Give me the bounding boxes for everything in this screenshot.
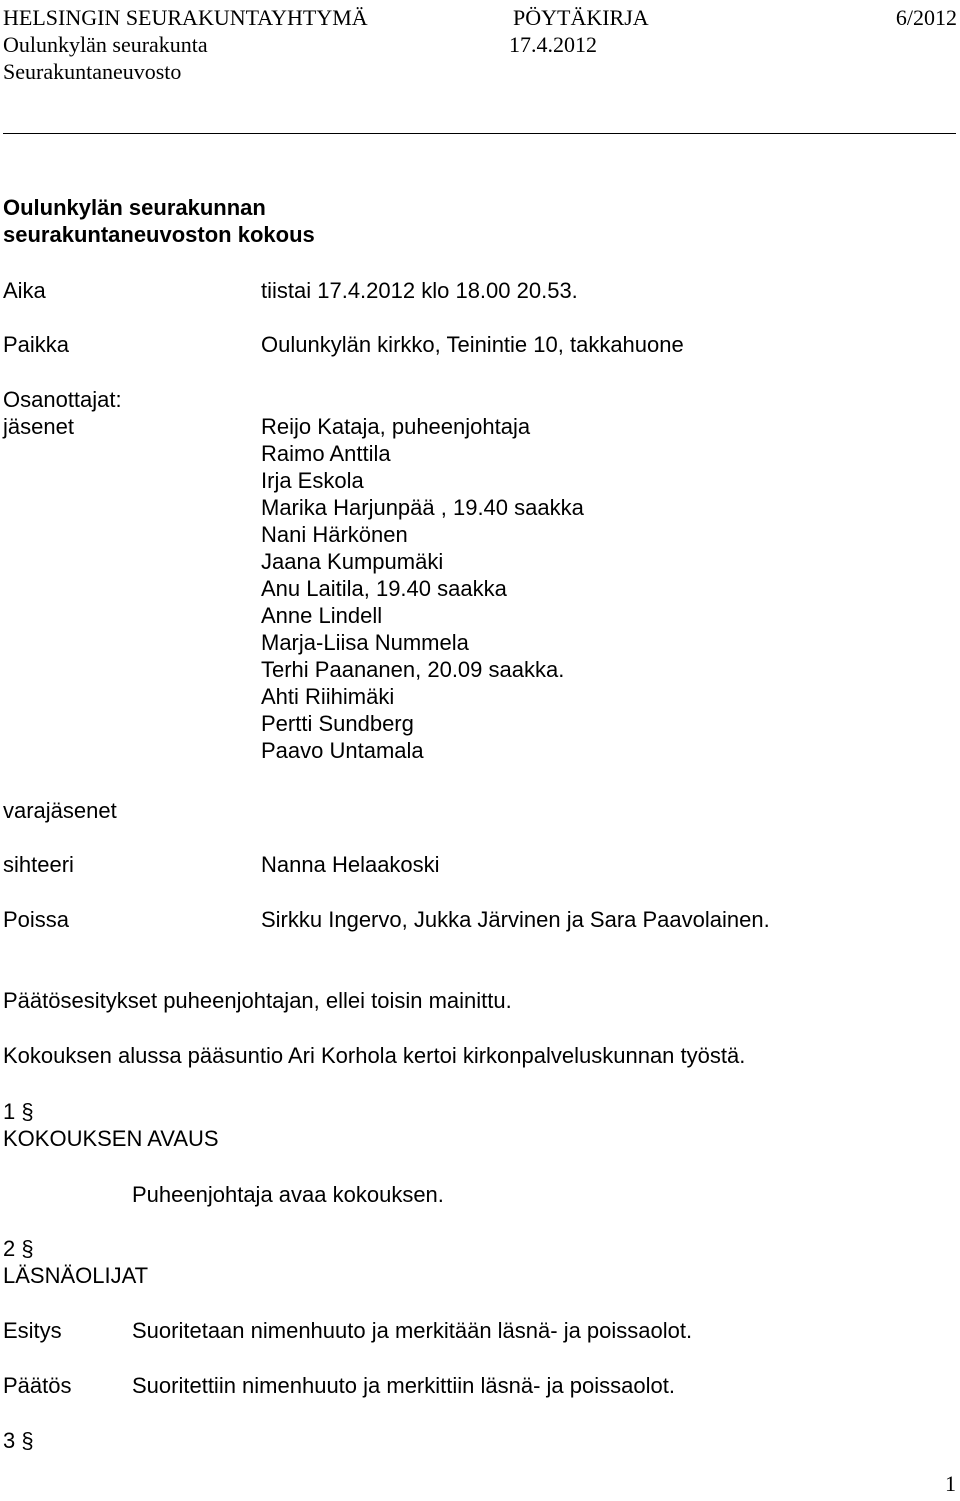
section-1-heading: KOKOUKSEN AVAUS: [3, 1126, 219, 1151]
section-2-decision-text: Suoritettiin nimenhuuto ja merkittiin läsnä- ja poissaolot.: [132, 1373, 675, 1398]
section-2-decision-label: Päätös: [3, 1373, 72, 1398]
section-3-number: 3 §: [3, 1428, 34, 1453]
absent-value: Sirkku Ingervo, Jukka Järvinen ja Sara Paavolainen.: [261, 907, 770, 932]
member-item: Irja Eskola: [261, 468, 364, 493]
section-2-heading: LÄSNÄOLIJAT: [3, 1263, 149, 1288]
section-1-number: 1 §: [3, 1099, 34, 1124]
header-doc-number: 6/2012: [895, 5, 957, 30]
secretary-label: sihteeri: [3, 852, 74, 877]
member-item: Anne Lindell: [261, 603, 383, 628]
member-item: Raimo Anttila: [261, 441, 391, 466]
secretary-value: Nanna Helaakoski: [261, 852, 440, 877]
members-list: [261, 413, 584, 764]
members-label: jäsenet: [3, 414, 74, 439]
header-parish: Oulunkylän seurakunta: [3, 32, 208, 57]
header-date: 17.4.2012: [509, 32, 597, 57]
header-org: HELSINGIN SEURAKUNTAYHTYMÄ: [3, 5, 368, 30]
place-label: Paikka: [3, 332, 70, 357]
member-item: Reijo Kataja, puheenjohtaja: [261, 414, 531, 439]
intro-note: Kokouksen alussa pääsuntio Ari Korhola kertoi kirkonpalveluskunnan työstä.: [3, 1043, 746, 1068]
section-2-number: 2 §: [3, 1236, 34, 1261]
member-item: Jaana Kumpumäki: [261, 549, 444, 574]
member-item: Marja-Liisa Nummela: [261, 630, 469, 655]
member-item: Nani Härkönen: [261, 522, 408, 547]
meeting-title-line1: Oulunkylän seurakunnan: [3, 195, 266, 220]
member-item: Paavo Untamala: [261, 738, 424, 763]
meeting-title-line2: seurakuntaneuvoston kokous: [3, 222, 315, 247]
section-2-proposal-text: Suoritetaan nimenhuuto ja merkitään läsnä- ja poissaolot.: [132, 1318, 693, 1343]
header-divider: [3, 133, 956, 134]
member-item: Marika Harjunpää , 19.40 saakka: [261, 495, 584, 520]
deputies-label: varajäsenet: [3, 798, 117, 823]
place-value: Oulunkylän kirkko, Teinintie 10, takkahuone: [261, 332, 684, 357]
time-value: tiistai 17.4.2012 klo 18.00 20.53.: [261, 278, 578, 303]
member-item: Pertti Sundberg: [261, 711, 414, 736]
member-item: Anu Laitila, 19.40 saakka: [261, 576, 507, 601]
header-doc-type: PÖYTÄKIRJA: [513, 5, 649, 30]
time-label: Aika: [3, 278, 46, 303]
member-item: Ahti Riihimäki: [261, 684, 395, 709]
header-body: Seurakuntaneuvosto: [3, 59, 182, 84]
section-2-proposal-label: Esitys: [3, 1318, 62, 1343]
section-1-text: Puheenjohtaja avaa kokouksen.: [132, 1182, 444, 1207]
member-item: Terhi Paananen, 20.09 saakka.: [261, 657, 565, 682]
absent-label: Poissa: [3, 907, 70, 932]
page-number: 1: [945, 1471, 956, 1496]
proposals-note: Päätösesitykset puheenjohtajan, ellei toisin mainittu.: [3, 988, 512, 1013]
participants-label: Osanottajat:: [3, 387, 122, 412]
